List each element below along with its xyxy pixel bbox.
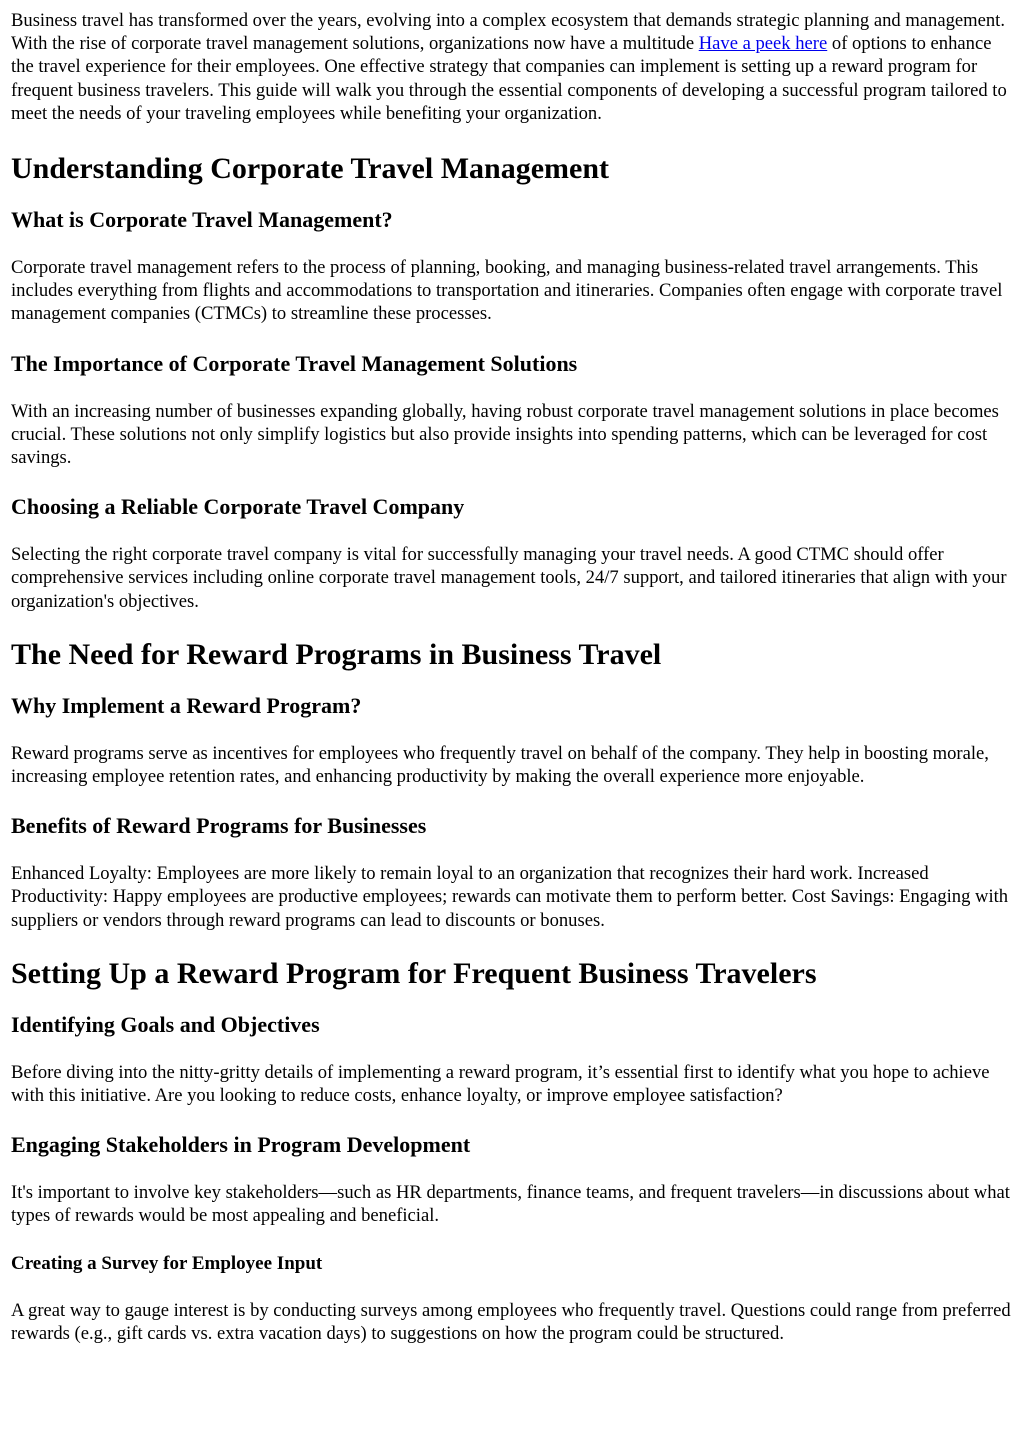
paragraph-benefits: Enhanced Loyalty: Employees are more likely to remain loyal to an organization that recognizes their hard work. Increased Productivity: Happy employees are productive employees; rewards can motivate them to perform better. Cost Savings: Engaging with suppliers or vendors through reward programs can lead to discounts or bonuses. xyxy=(11,863,1009,931)
subheading-what-is-ctm: What is Corporate Travel Management? xyxy=(11,207,393,233)
paragraph-goals: Before diving into the nitty-gritty details of implementing a reward program, it’s essential first to identify what you hope to achieve with this initiative. Are you looking to reduce costs, enhance loyalty, or improve employee satisfaction? xyxy=(11,1061,990,1107)
intro-text-after-link: of options to enhance the travel experience for their employees. One effective strategy that companies can implement is setting up a reward program for frequent business travelers. This guide will walk you through the essential components of developing a successful program tailored to meet the needs of your traveling employees while benefiting your organization. xyxy=(11,33,1007,124)
subheading-survey: Creating a Survey for Employee Input xyxy=(11,1252,323,1274)
paragraph-why-implement: Reward programs serve as incentives for employees who frequently travel on behalf of the company. They help in boosting morale, increasing employee retention rates, and enhancing productivity by making the overall experience more enjoyable. xyxy=(11,742,989,788)
subheading-benefits: Benefits of Reward Programs for Businesses xyxy=(11,813,427,839)
paragraph-importance-ctm: With an increasing number of businesses expanding globally, having robust corporate travel management solutions in place becomes crucial. These solutions not only simplify logistics but also provide insights into spending patterns, which can be leveraged for cost savings. xyxy=(11,400,999,469)
paragraph-what-is-ctm: Corporate travel management refers to the process of planning, booking, and managing business-related travel arrangements. This includes everything from flights and accommodations to transportation and itineraries. Companies often engage with corporate travel management companies (CTMCs) to streamline these processes. xyxy=(11,257,1003,325)
have-a-peek-link[interactable]: Have a peek here xyxy=(698,33,828,55)
paragraph-choosing-company: Selecting the right corporate travel company is vital for successfully managing your travel needs. A good CTMC should offer comprehensive services including online corporate travel management tools, 24/7 support, and tailored itineraries that align with your organization's objectives. xyxy=(11,544,1007,612)
section-heading-corporate-travel: Understanding Corporate Travel Management xyxy=(11,152,610,186)
subheading-importance-ctm: The Importance of Corporate Travel Management Solutions xyxy=(11,350,578,376)
section-heading-reward-need: The Need for Reward Programs in Business Travel xyxy=(11,637,662,671)
subheading-stakeholders: Engaging Stakeholders in Program Development xyxy=(11,1132,471,1158)
intro-text-before-link: Business travel has transformed over the years, evolving into a complex ecosystem that demands strategic planning and management. With the rise of corporate travel management solutions, organizations now have a multitude xyxy=(11,10,1005,55)
intro-paragraph xyxy=(11,9,1014,125)
section-heading-setting-up: Setting Up a Reward Program for Frequent Business Travelers xyxy=(11,956,817,990)
paragraph-stakeholders: It's important to involve key stakeholders—such as HR departments, finance teams, and frequent travelers—in discussions about what types of rewards would be most appealing and beneficial. xyxy=(11,1182,1010,1227)
subheading-goals: Identifying Goals and Objectives xyxy=(11,1011,320,1037)
subheading-choosing-company: Choosing a Reliable Corporate Travel Company xyxy=(11,494,465,520)
paragraph-survey: A great way to gauge interest is by conducting surveys among employees who frequently travel. Questions could range from preferred rewards (e.g., gift cards vs. extra vacation days) to suggestions on how the program could be structured. xyxy=(11,1299,1011,1344)
subheading-why-implement: Why Implement a Reward Program? xyxy=(11,692,362,718)
